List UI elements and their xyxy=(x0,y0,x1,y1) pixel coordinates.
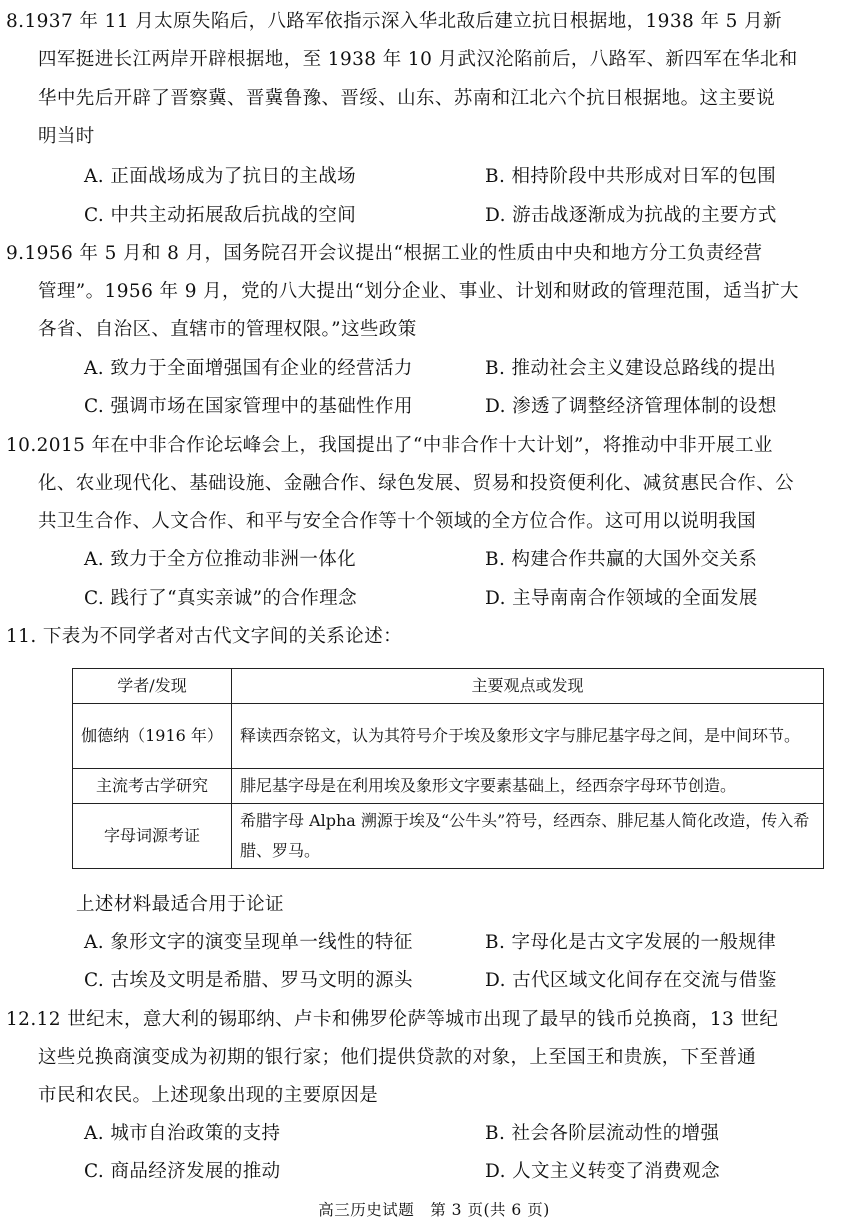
table-row xyxy=(73,704,824,769)
question-10-option-c[interactable]: C. 践行了“真实亲诚”的合作理念 xyxy=(84,588,357,609)
question-12-line-1: 12.12 世纪末，意大利的锡耶纳、卢卡和佛罗伦萨等城市出现了最早的钱币兑换商，13 世纪 xyxy=(6,1009,779,1030)
question-10-line-3: 共卫生合作、人文合作、和平与安全合作等十个领域的全方位合作。这可用以说明我国 xyxy=(38,511,757,532)
page-footer: 高三历史试题 第 3 页(共 6 页) xyxy=(318,1201,550,1219)
question-8-option-d[interactable]: D. 游击战逐渐成为抗战的主要方式 xyxy=(485,205,777,226)
question-8-line-2: 四军挺进长江两岸开辟根据地，至 1938 年 10 月武汉沦陷前后，八路军、新四军在华北和 xyxy=(38,49,798,70)
question-9-option-c[interactable]: C. 强调市场在国家管理中的基础性作用 xyxy=(84,396,413,417)
question-10-option-b[interactable]: B. 构建合作共赢的大国外交关系 xyxy=(485,549,758,570)
question-10-option-a[interactable]: A. 致力于全方位推动非洲一体化 xyxy=(84,549,357,570)
question-8-option-b[interactable]: B. 相持阶段中共形成对日军的包围 xyxy=(485,166,777,187)
question-12-line-2: 这些兑换商演变成为初期的银行家；他们提供贷款的对象，上至国王和贵族，下至普通 xyxy=(38,1047,757,1068)
table-cell-scholar: 伽德纳（1916 年） xyxy=(73,704,232,769)
scholars-table xyxy=(72,668,824,869)
question-8-option-a[interactable]: A. 正面战场成为了抗日的主战场 xyxy=(84,166,357,187)
table-header-row xyxy=(73,669,824,704)
question-12-option-b[interactable]: B. 社会各阶层流动性的增强 xyxy=(485,1123,720,1144)
table-cell-scholar: 字母词源考证 xyxy=(73,804,232,869)
question-11-followup: 上述材料最适合用于论证 xyxy=(76,894,284,915)
question-10-line-1: 10.2015 年在中非合作论坛峰会上，我国提出了“中非合作十大计划”，将推动中非开展工业 xyxy=(6,435,773,456)
question-9-option-b[interactable]: B. 推动社会主义建设总路线的提出 xyxy=(485,358,777,379)
table-cell-view: 腓尼基字母是在利用埃及象形文字要素基础上，经西奈字母环节创造。 xyxy=(232,769,824,804)
table-row xyxy=(73,804,824,869)
question-9-option-d[interactable]: D. 渗透了调整经济管理体制的设想 xyxy=(485,396,777,417)
question-11-option-d[interactable]: D. 古代区域文化间存在交流与借鉴 xyxy=(485,970,777,991)
question-12-option-c[interactable]: C. 商品经济发展的推动 xyxy=(84,1161,281,1182)
question-10-line-2: 化、农业现代化、基础设施、金融合作、绿色发展、贸易和投资便利化、减贫惠民合作、公 xyxy=(38,473,795,494)
question-12-line-3: 市民和农民。上述现象出现的主要原因是 xyxy=(38,1085,379,1106)
table-cell-scholar: 主流考古学研究 xyxy=(73,769,232,804)
question-9-line-1: 9.1956 年 5 月和 8 月，国务院召开会议提出“根据工业的性质由中央和地方分工负责经营 xyxy=(6,243,763,264)
question-9-option-a[interactable]: A. 致力于全面增强国有企业的经营活力 xyxy=(84,358,413,379)
table-cell-view: 希腊字母 Alpha 溯源于埃及“公牛头”符号，经西奈、腓尼基人简化改造，传入希腊、罗马。 xyxy=(232,804,824,869)
question-9-line-2: 管理”。1956 年 9 月，党的八大提出“划分企业、事业、计划和财政的管理范围，适当扩大 xyxy=(38,281,799,302)
question-12-option-d[interactable]: D. 人文主义转变了消费观念 xyxy=(485,1161,721,1182)
question-11-option-b[interactable]: B. 字母化是古文字发展的一般规律 xyxy=(485,932,777,953)
question-11-option-a[interactable]: A. 象形文字的演变呈现单一线性的特征 xyxy=(84,932,413,953)
question-9-line-3: 各省、自治区、直辖市的管理权限。”这些政策 xyxy=(38,319,417,340)
question-8-line-1: 8.1937 年 11 月太原失陷后，八路军依指示深入华北敌后建立抗日根据地，1938 年 5 月新 xyxy=(6,11,782,32)
table-header-scholar: 学者/发现 xyxy=(73,669,232,704)
table-row xyxy=(73,769,824,804)
table-header-view: 主要观点或发现 xyxy=(232,669,824,704)
question-8-line-3: 华中先后开辟了晋察冀、晋冀鲁豫、晋绥、山东、苏南和江北六个抗日根据地。这主要说 xyxy=(38,88,776,109)
table-cell-view: 释读西奈铭文，认为其符号介于埃及象形文字与腓尼基字母之间，是中间环节。 xyxy=(232,704,824,769)
question-12-option-a[interactable]: A. 城市自治政策的支持 xyxy=(84,1123,281,1144)
question-11-stem: 11. 下表为不同学者对古代文字间的关系论述： xyxy=(6,626,403,647)
question-11-option-c[interactable]: C. 古埃及文明是希腊、罗马文明的源头 xyxy=(84,970,413,991)
question-10-option-d[interactable]: D. 主导南南合作领域的全面发展 xyxy=(485,588,758,609)
question-8-option-c[interactable]: C. 中共主动拓展敌后抗战的空间 xyxy=(84,205,357,226)
question-8-line-4: 明当时 xyxy=(38,126,95,147)
